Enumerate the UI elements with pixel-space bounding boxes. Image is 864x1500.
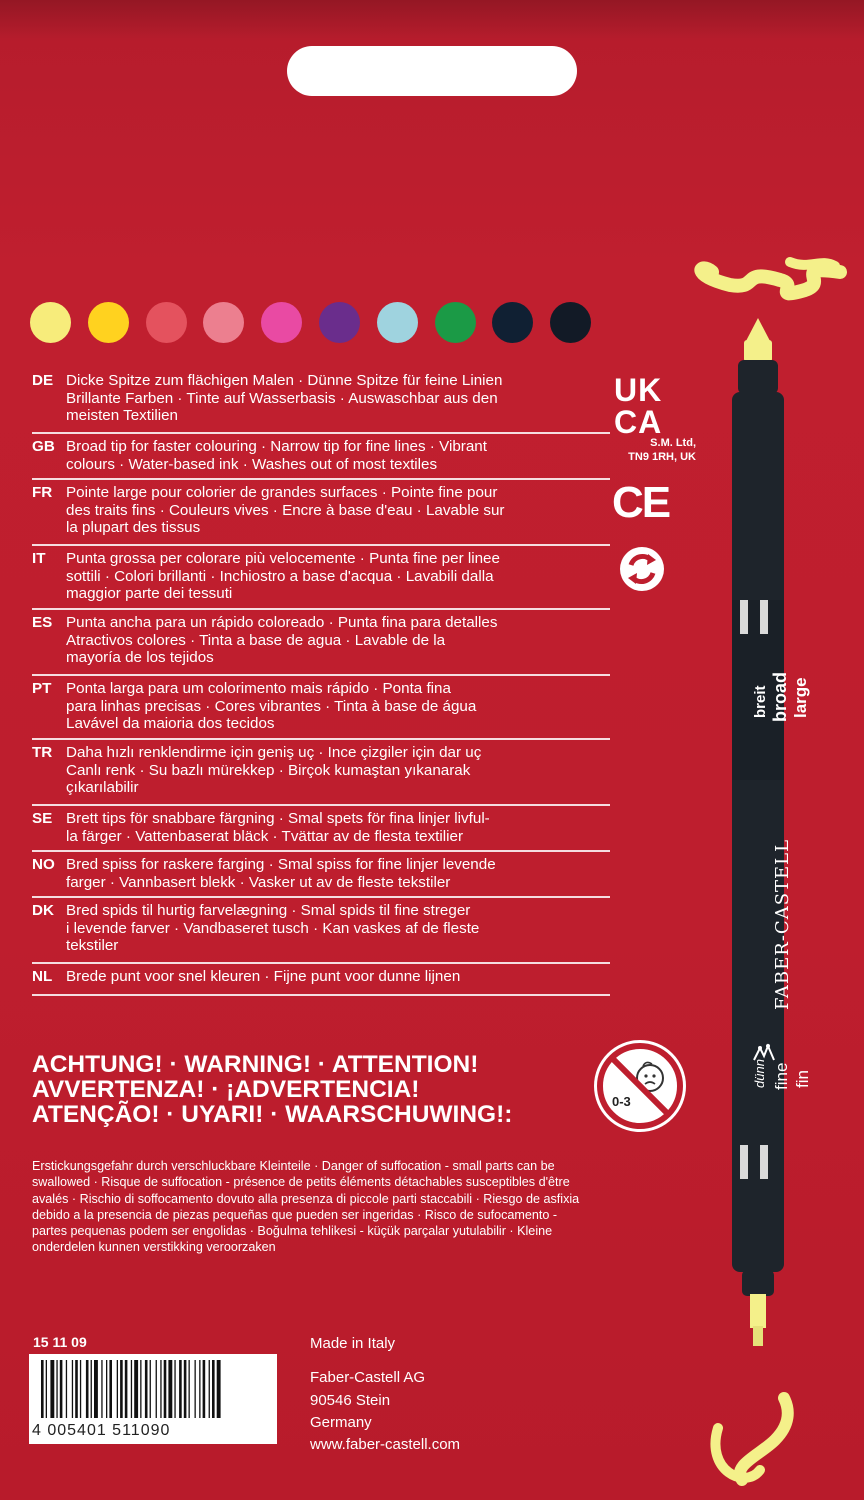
language-code: PT [32, 680, 52, 697]
language-code: NL [32, 968, 53, 985]
language-text-line: mayoría de los tejidos [66, 649, 214, 667]
language-text-line: i levende farver · Vandbaseret tusch · Kan vaskes af de fleste [66, 919, 480, 937]
language-text-line: çıkarılabilir [66, 779, 139, 797]
language-code: IT [32, 550, 46, 567]
language-text-line: tekstiler [66, 937, 119, 955]
language-code: SE [32, 810, 53, 827]
pen-broad-label: broad [770, 671, 790, 722]
postal-address: 90546 Stein [310, 1391, 391, 1409]
manufacturer-info [310, 1333, 460, 1456]
warning-text-line: avalés · Rischio di soffocamento dovuto alla presenza di piccole parti staccabili · Riesgo de asfixia [32, 1191, 580, 1206]
language-text-line: Ponta larga para um colorimento mais rápido · Ponta fina [66, 680, 451, 697]
ukca-line: UK [614, 372, 663, 408]
warning-heading-line: ACHTUNG! · WARNING! · ATTENTION! [32, 1051, 479, 1078]
country: Germany [310, 1413, 372, 1431]
language-text-line: Bred spiss for raskere farging · Smal spiss for fine linjer levende [66, 856, 496, 873]
pen-broad-label: large [791, 677, 810, 718]
made-in: Made in Italy [310, 1335, 396, 1352]
age-label: 0-3 [612, 1094, 631, 1109]
language-text-line: para linhas precisas · Cores vibrantes · Tinta à base de água [66, 697, 477, 715]
knights-logo-icon [750, 1040, 778, 1068]
language-text-line: Brett tips för snabbare färgning · Smal spets för fina linjer livful- [66, 810, 490, 827]
language-text-line: Lavável da maioria dos tecidos [66, 715, 275, 733]
pen-broad-label: breit [752, 685, 769, 718]
article-number: 15 11 09 [33, 1334, 87, 1350]
language-text-line: Brede punt voor snel kleuren · Fijne punt voor dunne lijnen [66, 968, 461, 985]
language-code: TR [32, 744, 53, 761]
pen-fine-label: fin [793, 1070, 812, 1088]
language-text-line: Dicke Spitze zum flächigen Malen · Dünne Spitze für feine Linien [66, 372, 503, 389]
warning-text-line: debido a la presencia de piezas pequeñas que pueden ser ingeridas · Risco de sufocamento - [32, 1207, 558, 1222]
language-text-line: colours · Water-based ink · Washes out of most textiles [66, 455, 438, 473]
barcode-digits: 4 005401 511090 [32, 1422, 171, 1439]
ukca-address-line: S.M. Ltd, [650, 437, 696, 449]
warning-heading-line: AVVERTENZA! · ¡ADVERTENCIA! [32, 1076, 420, 1103]
language-text-line: Punta ancha para un rápido coloreado · Punta fina para detalles [66, 614, 498, 631]
language-text-line: meisten Textilien [66, 407, 178, 425]
warning-text-line: partes pequenas podem ser engolidas · Boğulma tehlikesi - küçük parçalar yutulabilir · Kleine [32, 1224, 553, 1239]
language-text-line: sottili · Colori brillanti · Inchiostro a base d'acqua · Lavabili dalla [66, 567, 494, 585]
language-text-line: Daha hızlı renklendirme için geniş uç · Ince çizgiler için dar uç [66, 744, 482, 761]
warning-text-line: onderdelen kunnen verstikking veroorzaken [32, 1240, 276, 1255]
language-text-line: Canlı renk · Su bazlı mürekkep · Birçok kumaştan yıkanarak [66, 761, 471, 779]
pen-fine-label: fine [772, 1062, 791, 1090]
language-text-line: Brillante Farben · Tinte auf Wasserbasis · Auswaschbar aus den [66, 389, 498, 407]
ukca-address-line: TN9 1RH, UK [628, 451, 696, 463]
language-text-line: Atractivos colores · Tinta a base de agua · Lavable de la [66, 631, 446, 649]
warning-text-line: Erstickungsgefahr durch verschluckbare Kleinteile · Danger of suffocation - small parts can be [32, 1159, 555, 1173]
language-code: NO [32, 856, 55, 873]
company-name: Faber-Castell AG [310, 1369, 426, 1387]
ukca-line: CA [614, 404, 663, 440]
warning-text-line: swallowed · Risque de suffocation - présence de petits éléments détachables susceptibles d'être [32, 1175, 570, 1190]
language-code: FR [32, 484, 53, 501]
pen-brand-label: FABER-CASTELL [772, 838, 793, 1010]
language-text-line: Pointe large pour colorier de grandes surfaces · Pointe fine pour [66, 484, 498, 501]
language-text-line: farger · Vannbasert blekk · Vasker ut av de fleste tekstiler [66, 873, 451, 891]
language-code: DK [32, 902, 54, 919]
pen-fine-label: dünn [752, 1059, 767, 1088]
language-text-line: des traits fins · Couleurs vives · Encre à base d'eau · Lavable sur [66, 501, 505, 519]
language-code: GB [32, 438, 55, 455]
ce-mark: CE [612, 478, 670, 527]
language-text-line: Broad tip for faster colouring · Narrow tip for fine lines · Vibrant [66, 438, 487, 455]
warning-heading-line: ATENÇÃO! · UYARI! · WAARSCHUWING!: [32, 1101, 513, 1128]
language-code: DE [32, 372, 54, 389]
language-code: ES [32, 614, 53, 631]
language-text-line: Bred spids til hurtig farvelægning · Smal spids til fine streger [66, 902, 471, 919]
language-text-line: Punta grossa per colorare più velocemente · Punta fine per linee [66, 550, 500, 567]
website: www.faber-castell.com [310, 1436, 461, 1454]
language-text-line: maggior parte dei tessuti [66, 585, 233, 603]
language-text-line: la plupart des tissus [66, 519, 201, 537]
barcode-bars [29, 1354, 277, 1420]
language-text-line: la färger · Vattenbaserat bläck · Tvättar av de flesta textilier [66, 827, 464, 845]
